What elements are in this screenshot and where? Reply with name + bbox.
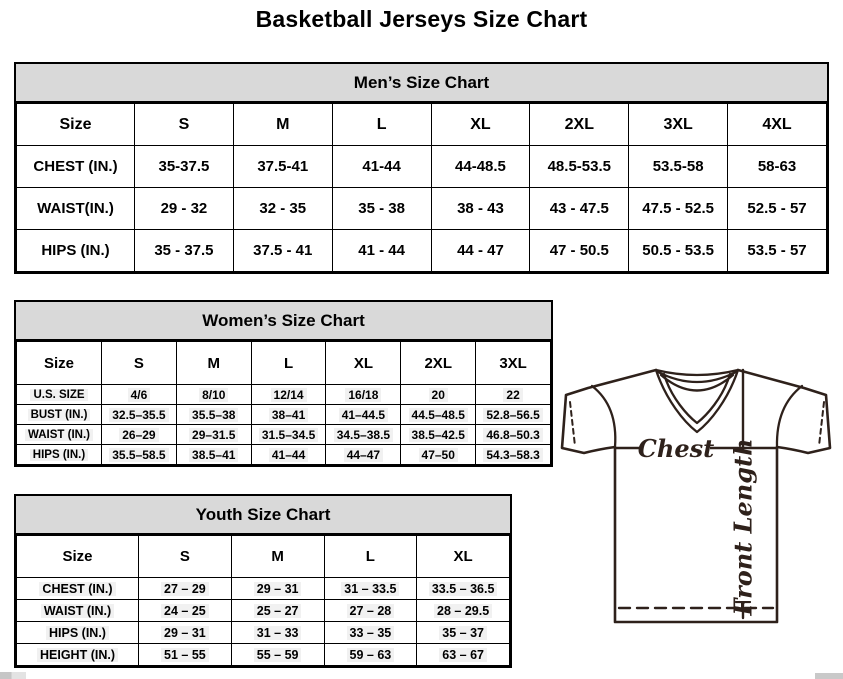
table-cell-text: 29 - 32 (160, 200, 208, 217)
table-cell-text: 35.5–58.5 (109, 448, 168, 462)
table-cell-text: 51 – 55 (161, 648, 209, 662)
column-header (251, 342, 326, 385)
scrollbar-fragment-left[interactable] (0, 672, 26, 679)
table-cell (401, 405, 476, 425)
table-cell (139, 578, 232, 600)
column-header-text: Size (62, 548, 93, 565)
column-header (139, 536, 232, 578)
table-row (17, 188, 827, 230)
table-cell (324, 644, 417, 666)
table-cell (251, 385, 326, 405)
table-cell (231, 600, 324, 622)
row-label-text: WAIST (IN.) (25, 429, 93, 441)
table-cell-text: 31 – 33.5 (341, 582, 399, 596)
table-cell (251, 405, 326, 425)
row-label-text: HIPS (IN.) (30, 449, 88, 461)
table-cell (530, 188, 629, 230)
table-cell-text: 27 – 28 (347, 604, 395, 618)
table-cell-text: 27 – 29 (161, 582, 209, 596)
table-cell-text: 25 – 27 (254, 604, 302, 618)
row-label-text: WAIST (IN.) (41, 604, 114, 618)
column-header (17, 104, 135, 146)
column-header (17, 342, 102, 385)
table-cell (431, 146, 530, 188)
table-cell (417, 622, 510, 644)
table-cell-text: 53.5 - 57 (747, 242, 807, 259)
table-cell-text: 35 – 37 (439, 626, 487, 640)
table-cell-text: 47 - 50.5 (549, 242, 609, 259)
table-cell (417, 600, 510, 622)
mens-chart-title: Men’s Size Chart (16, 64, 827, 103)
table-cell-text: 38.5–41 (189, 448, 238, 462)
table-cell (326, 425, 401, 445)
row-label (17, 600, 139, 622)
table-cell (139, 600, 232, 622)
column-header (135, 104, 234, 146)
column-header-text: S (178, 115, 190, 133)
table-cell (332, 146, 431, 188)
column-header (728, 104, 827, 146)
column-header (332, 104, 431, 146)
table-cell (401, 385, 476, 405)
table-cell (176, 405, 251, 425)
table-cell-text: 47–50 (419, 448, 458, 462)
row-label (17, 385, 102, 405)
row-label-text: CHEST (IN.) (33, 158, 118, 175)
table-cell-text: 50.5 - 53.5 (642, 242, 714, 259)
column-header (530, 104, 629, 146)
column-header-text: 4XL (762, 115, 792, 133)
row-label-text: HEIGHT (IN.) (37, 648, 118, 662)
table-cell (139, 644, 232, 666)
column-header-text: L (365, 548, 375, 565)
table-cell-text: 16/18 (345, 388, 381, 402)
table-row (17, 405, 551, 425)
table-cell (251, 445, 326, 465)
table-cell (324, 622, 417, 644)
table-cell (417, 644, 510, 666)
table-cell (231, 622, 324, 644)
column-header (324, 536, 417, 578)
table-row (17, 445, 551, 465)
table-row (17, 600, 510, 622)
table-row (17, 230, 827, 272)
table-cell (728, 188, 827, 230)
table-cell (102, 445, 177, 465)
column-header (476, 342, 551, 385)
header-row (17, 342, 551, 385)
table-cell (176, 385, 251, 405)
table-cell (332, 188, 431, 230)
table-cell (728, 230, 827, 272)
table-cell (324, 578, 417, 600)
table-cell-text: 20 (429, 388, 448, 402)
column-header (233, 104, 332, 146)
column-header (431, 104, 530, 146)
jersey-measurement-diagram (551, 356, 843, 628)
table-cell (233, 188, 332, 230)
row-label (17, 622, 139, 644)
table-cell-text: 41 - 44 (358, 242, 405, 259)
table-cell-text: 8/10 (199, 388, 228, 402)
table-cell (135, 188, 234, 230)
jersey-outline (562, 370, 830, 622)
column-header (326, 342, 401, 385)
row-label-text: CHEST (IN.) (39, 582, 115, 596)
table-cell-text: 28 – 29.5 (434, 604, 492, 618)
table-cell-text: 29 – 31 (161, 626, 209, 640)
column-header-text: 2XL (424, 354, 452, 372)
table-cell-text: 32.5–35.5 (109, 408, 168, 422)
column-header (629, 104, 728, 146)
chest-label: Chest (637, 434, 715, 463)
left-armhole-seam (592, 386, 615, 447)
table-row (17, 622, 510, 644)
scrollbar-fragment-right[interactable] (815, 673, 843, 679)
column-header-text: M (207, 354, 220, 372)
table-cell (332, 230, 431, 272)
column-header-text: L (283, 354, 294, 372)
youth-size-chart-section (14, 494, 512, 668)
column-header-text: Size (59, 115, 92, 133)
column-header-text: XL (470, 115, 491, 133)
table-cell (324, 600, 417, 622)
table-cell (401, 425, 476, 445)
page-title: Basketball Jerseys Size Chart (255, 6, 588, 32)
table-cell-text: 38 - 43 (457, 200, 504, 217)
table-cell (102, 425, 177, 445)
column-header-text: Size (43, 354, 74, 372)
table-cell (417, 578, 510, 600)
table-cell (401, 445, 476, 465)
column-header-text: 2XL (564, 115, 594, 133)
header-row (17, 536, 510, 578)
womens-size-table (16, 341, 551, 465)
table-cell (233, 146, 332, 188)
row-label-text: HIPS (IN.) (46, 626, 109, 640)
table-cell-text: 38.5–42.5 (409, 428, 468, 442)
row-label (17, 230, 135, 272)
table-cell-text: 53.5-58 (652, 158, 704, 175)
table-cell-text: 44–47 (344, 448, 383, 462)
table-cell-text: 12/14 (271, 388, 307, 402)
table-cell (530, 230, 629, 272)
left-cuff-dashed-line (570, 402, 575, 446)
table-cell-text: 29 – 31 (254, 582, 302, 596)
womens-chart-title: Women’s Size Chart (16, 302, 551, 341)
table-cell-text: 63 – 67 (439, 648, 487, 662)
column-header-text: S (133, 354, 144, 372)
table-cell (326, 405, 401, 425)
table-cell-text: 35 - 38 (358, 200, 405, 217)
table-row (17, 578, 510, 600)
table-cell-text: 41-44 (362, 158, 401, 175)
table-cell (231, 644, 324, 666)
table-cell (135, 146, 234, 188)
jersey-collar (656, 370, 738, 432)
table-cell-text: 35.5–38 (189, 408, 238, 422)
column-header (17, 536, 139, 578)
column-header (176, 342, 251, 385)
table-cell-text: 59 – 63 (347, 648, 395, 662)
table-cell (629, 230, 728, 272)
table-cell-text: 47.5 - 52.5 (642, 200, 714, 217)
youth-size-table (16, 535, 510, 666)
row-label (17, 146, 135, 188)
front-length-label: Front Length (728, 438, 758, 616)
row-label-text: WAIST(IN.) (37, 200, 114, 217)
table-cell-text: 52.5 - 57 (747, 200, 807, 217)
table-cell-text: 58-63 (757, 158, 797, 175)
table-cell-text: 46.8–50.3 (483, 428, 542, 442)
table-cell (326, 385, 401, 405)
table-cell (326, 445, 401, 465)
table-cell (102, 405, 177, 425)
row-label (17, 578, 139, 600)
table-cell (251, 425, 326, 445)
table-cell (476, 425, 551, 445)
table-cell (431, 230, 530, 272)
row-label (17, 425, 102, 445)
table-cell (629, 188, 728, 230)
table-cell-text: 37.5-41 (257, 158, 309, 175)
table-cell (135, 230, 234, 272)
table-cell (530, 146, 629, 188)
table-cell-text: 31 – 33 (254, 626, 302, 640)
column-header-text: M (271, 548, 284, 565)
table-cell (476, 445, 551, 465)
womens-size-chart-section (14, 300, 553, 467)
row-label-text: U.S. SIZE (30, 389, 87, 401)
table-cell-text: 43 - 47.5 (549, 200, 609, 217)
table-cell (176, 445, 251, 465)
table-cell (728, 146, 827, 188)
table-cell (476, 385, 551, 405)
table-cell (476, 405, 551, 425)
table-cell (102, 385, 177, 405)
table-cell-text: 24 – 25 (161, 604, 209, 618)
table-cell-text: 52.8–56.5 (483, 408, 542, 422)
column-header (102, 342, 177, 385)
table-cell (431, 188, 530, 230)
column-header-text: L (376, 115, 387, 133)
table-cell-text: 33.5 – 36.5 (429, 582, 498, 596)
table-cell-text: 35-37.5 (158, 158, 210, 175)
column-header-text: 3XL (663, 115, 693, 133)
table-row (17, 425, 551, 445)
table-row (17, 385, 551, 405)
column-header (231, 536, 324, 578)
table-cell-text: 35 - 37.5 (154, 242, 214, 259)
table-cell-text: 37.5 - 41 (253, 242, 313, 259)
youth-chart-title: Youth Size Chart (16, 496, 510, 535)
row-label (17, 445, 102, 465)
column-header-text: M (276, 115, 290, 133)
column-header-text: XL (453, 548, 473, 565)
table-cell-text: 33 – 35 (347, 626, 395, 640)
table-cell-text: 48.5-53.5 (547, 158, 611, 175)
table-cell (231, 578, 324, 600)
table-cell-text: 38–41 (269, 408, 308, 422)
table-cell (176, 425, 251, 445)
table-cell-text: 41–44.5 (339, 408, 388, 422)
table-row (17, 146, 827, 188)
table-cell-text: 44-48.5 (455, 158, 506, 175)
row-label (17, 644, 139, 666)
table-cell-text: 22 (503, 388, 522, 402)
table-cell (233, 230, 332, 272)
table-cell (629, 146, 728, 188)
mens-size-chart-section (14, 62, 829, 274)
table-cell-text: 29–31.5 (189, 428, 238, 442)
right-armhole-seam (777, 386, 802, 447)
table-row (17, 644, 510, 666)
table-cell-text: 31.5–34.5 (259, 428, 318, 442)
table-cell-text: 26–29 (119, 428, 158, 442)
header-row (17, 104, 827, 146)
right-cuff-dashed-line (819, 402, 824, 446)
row-label-text: HIPS (IN.) (41, 242, 110, 259)
table-cell-text: 41–44 (269, 448, 308, 462)
column-header-text: XL (353, 354, 373, 372)
row-label (17, 188, 135, 230)
mens-size-table (16, 103, 827, 272)
table-cell-text: 44.5–48.5 (409, 408, 468, 422)
row-label-text: BUST (IN.) (28, 409, 91, 421)
table-cell-text: 34.5–38.5 (334, 428, 393, 442)
table-cell-text: 44 - 47 (457, 242, 504, 259)
column-header-text: 3XL (499, 354, 527, 372)
column-header (401, 342, 476, 385)
row-label (17, 405, 102, 425)
column-header (417, 536, 510, 578)
table-cell-text: 54.3–58.3 (483, 448, 542, 462)
table-cell-text: 55 – 59 (254, 648, 302, 662)
column-header-text: S (179, 548, 190, 565)
table-cell-text: 4/6 (128, 388, 151, 402)
table-cell-text: 32 - 35 (259, 200, 307, 217)
table-cell (139, 622, 232, 644)
